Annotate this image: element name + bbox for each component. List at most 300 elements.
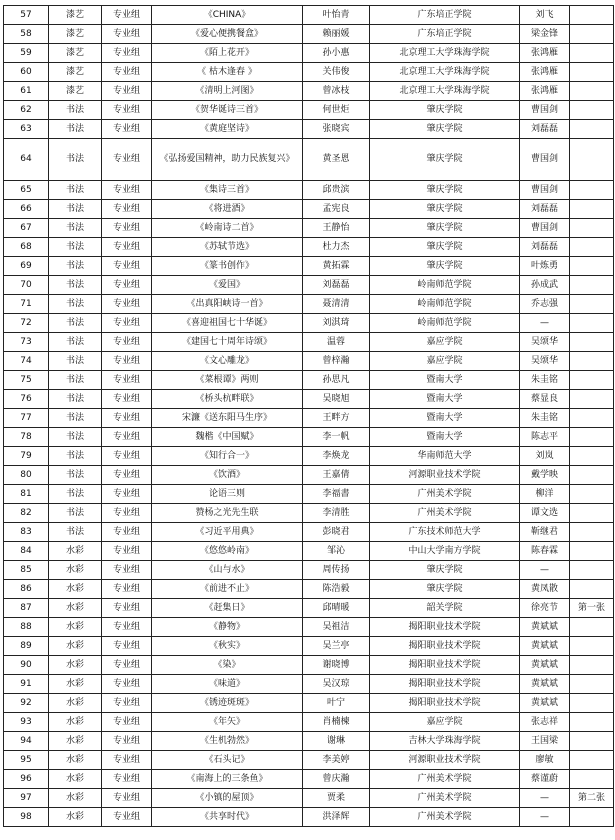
author-cell: 吴晓旭 <box>303 390 370 409</box>
author-cell: 孙小惠 <box>303 44 370 63</box>
school-cell: 肇庆学院 <box>370 139 520 181</box>
table-row <box>4 219 614 238</box>
author-cell: 关伟俊 <box>303 63 370 82</box>
author-cell: 杜力杰 <box>303 238 370 257</box>
instructor-cell: 张鸿雁 <box>520 44 570 63</box>
note-cell <box>570 219 614 238</box>
instructor-cell: 张鸿雁 <box>520 63 570 82</box>
author-cell: 刘淇琦 <box>303 314 370 333</box>
note-cell <box>570 466 614 485</box>
table-row <box>4 101 614 120</box>
school-cell: 岭南师范学院 <box>370 295 520 314</box>
work-title-cell: 《将进酒》 <box>152 200 303 219</box>
work-title-cell: 《石头记》 <box>152 751 303 770</box>
category-cell: 书法 <box>49 101 102 120</box>
category-cell: 水彩 <box>49 618 102 637</box>
row-number-cell: 68 <box>4 238 49 257</box>
row-number-cell: 89 <box>4 637 49 656</box>
work-title-cell: 《爱国》 <box>152 276 303 295</box>
work-title-cell: 《黄庭坚诗》 <box>152 120 303 139</box>
author-cell: 李清胜 <box>303 504 370 523</box>
category-cell: 水彩 <box>49 599 102 618</box>
note-cell <box>570 390 614 409</box>
work-title-cell: 《出真阳峡诗一首》 <box>152 295 303 314</box>
category-cell: 书法 <box>49 371 102 390</box>
note-cell <box>570 200 614 219</box>
row-number-cell: 66 <box>4 200 49 219</box>
group-cell: 专业组 <box>102 295 152 314</box>
group-cell: 专业组 <box>102 694 152 713</box>
work-title-cell: 《生机勃然》 <box>152 732 303 751</box>
group-cell: 专业组 <box>102 637 152 656</box>
category-cell: 书法 <box>49 390 102 409</box>
note-cell: 第一张 <box>570 599 614 618</box>
group-cell: 专业组 <box>102 504 152 523</box>
instructor-cell: 曹国剑 <box>520 101 570 120</box>
author-cell: 叶怡青 <box>303 6 370 25</box>
instructor-cell: 朱圭铭 <box>520 409 570 428</box>
row-number-cell: 91 <box>4 675 49 694</box>
instructor-cell: 黄斌斌 <box>520 675 570 694</box>
school-cell: 广东培正学院 <box>370 25 520 44</box>
category-cell: 漆艺 <box>49 82 102 101</box>
author-cell: 王静怡 <box>303 219 370 238</box>
note-cell <box>570 694 614 713</box>
category-cell: 水彩 <box>49 542 102 561</box>
work-title-cell: 《集诗三首》 <box>152 181 303 200</box>
row-number-cell: 63 <box>4 120 49 139</box>
author-cell: 孙思凡 <box>303 371 370 390</box>
note-cell <box>570 44 614 63</box>
table-row <box>4 770 614 789</box>
row-number-cell: 67 <box>4 219 49 238</box>
instructor-cell: 王国梁 <box>520 732 570 751</box>
category-cell: 书法 <box>49 139 102 181</box>
row-number-cell: 81 <box>4 485 49 504</box>
author-cell: 聂清清 <box>303 295 370 314</box>
note-cell <box>570 561 614 580</box>
instructor-cell: — <box>520 789 570 808</box>
category-cell: 书法 <box>49 276 102 295</box>
note-cell <box>570 428 614 447</box>
table-row <box>4 561 614 580</box>
author-cell: 吴汉琼 <box>303 675 370 694</box>
author-cell: 王嘉倩 <box>303 466 370 485</box>
group-cell: 专业组 <box>102 523 152 542</box>
author-cell: 曾冰枝 <box>303 82 370 101</box>
category-cell: 书法 <box>49 428 102 447</box>
row-number-cell: 64 <box>4 139 49 181</box>
note-cell: 第二张 <box>570 789 614 808</box>
row-number-cell: 96 <box>4 770 49 789</box>
work-title-cell: 《清明上河图》 <box>152 82 303 101</box>
author-cell: 李美婷 <box>303 751 370 770</box>
author-cell: 孟宪良 <box>303 200 370 219</box>
row-number-cell: 97 <box>4 789 49 808</box>
work-title-cell: 《苏轼节选》 <box>152 238 303 257</box>
group-cell: 专业组 <box>102 257 152 276</box>
row-number-cell: 87 <box>4 599 49 618</box>
category-cell: 水彩 <box>49 770 102 789</box>
author-cell: 陈浩毅 <box>303 580 370 599</box>
author-cell: 张晓宾 <box>303 120 370 139</box>
work-title-cell: 赞杨之光先生联 <box>152 504 303 523</box>
category-cell: 漆艺 <box>49 25 102 44</box>
instructor-cell: 曹国剑 <box>520 139 570 181</box>
note-cell <box>570 770 614 789</box>
work-title-cell: 《锈迹斑斑》 <box>152 694 303 713</box>
note-cell <box>570 6 614 25</box>
work-title-cell: 魏楷《中国赋》 <box>152 428 303 447</box>
school-cell: 暨南大学 <box>370 390 520 409</box>
author-cell: 曾梓瀚 <box>303 352 370 371</box>
group-cell: 专业组 <box>102 120 152 139</box>
group-cell: 专业组 <box>102 789 152 808</box>
work-title-cell: 《岭南诗二首》 <box>152 219 303 238</box>
row-number-cell: 80 <box>4 466 49 485</box>
school-cell: 肇庆学院 <box>370 561 520 580</box>
instructor-cell: 乔志强 <box>520 295 570 314</box>
school-cell: 广东培正学院 <box>370 6 520 25</box>
work-title-cell: 《菜根谭》两则 <box>152 371 303 390</box>
group-cell: 专业组 <box>102 713 152 732</box>
author-cell: 邱晴暖 <box>303 599 370 618</box>
category-cell: 书法 <box>49 200 102 219</box>
group-cell: 专业组 <box>102 238 152 257</box>
table-row <box>4 751 614 770</box>
row-number-cell: 70 <box>4 276 49 295</box>
work-title-cell: 《习近平用典》 <box>152 523 303 542</box>
author-cell: 何世炬 <box>303 101 370 120</box>
row-number-cell: 86 <box>4 580 49 599</box>
work-title-cell: 《静物》 <box>152 618 303 637</box>
table-row <box>4 82 614 101</box>
category-cell: 书法 <box>49 295 102 314</box>
category-cell: 书法 <box>49 504 102 523</box>
note-cell <box>570 238 614 257</box>
table-row <box>4 599 614 618</box>
note-cell <box>570 808 614 827</box>
group-cell: 专业组 <box>102 580 152 599</box>
work-title-cell: 《南海上的三条鱼》 <box>152 770 303 789</box>
school-cell: 北京理工大学珠海学院 <box>370 82 520 101</box>
table-row <box>4 352 614 371</box>
school-cell: 肇庆学院 <box>370 181 520 200</box>
category-cell: 书法 <box>49 485 102 504</box>
group-cell: 专业组 <box>102 6 152 25</box>
instructor-cell: 刘磊磊 <box>520 120 570 139</box>
school-cell: 河源职业技术学院 <box>370 751 520 770</box>
school-cell: 揭阳职业技术学院 <box>370 675 520 694</box>
group-cell: 专业组 <box>102 181 152 200</box>
group-cell: 专业组 <box>102 447 152 466</box>
school-cell: 华南师范大学 <box>370 447 520 466</box>
row-number-cell: 65 <box>4 181 49 200</box>
group-cell: 专业组 <box>102 599 152 618</box>
note-cell <box>570 409 614 428</box>
row-number-cell: 61 <box>4 82 49 101</box>
work-title-cell: 《桥头杭畔联》 <box>152 390 303 409</box>
table-row <box>4 580 614 599</box>
table-row <box>4 371 614 390</box>
group-cell: 专业组 <box>102 732 152 751</box>
table-row <box>4 181 614 200</box>
instructor-cell: 刘磊磊 <box>520 238 570 257</box>
note-cell <box>570 371 614 390</box>
work-title-cell: 《山与水》 <box>152 561 303 580</box>
category-cell: 水彩 <box>49 713 102 732</box>
work-title-cell: 《贺华诞诗三首》 <box>152 101 303 120</box>
author-cell: 李一帆 <box>303 428 370 447</box>
work-title-cell: 《弘扬爱国精神，助力民族复兴》 <box>152 139 303 181</box>
row-number-cell: 85 <box>4 561 49 580</box>
work-title-cell: 《染》 <box>152 656 303 675</box>
category-cell: 书法 <box>49 181 102 200</box>
work-title-cell: 《赶集日》 <box>152 599 303 618</box>
category-cell: 水彩 <box>49 789 102 808</box>
row-number-cell: 88 <box>4 618 49 637</box>
category-cell: 书法 <box>49 219 102 238</box>
row-number-cell: 93 <box>4 713 49 732</box>
category-cell: 书法 <box>49 333 102 352</box>
category-cell: 漆艺 <box>49 63 102 82</box>
category-cell: 书法 <box>49 352 102 371</box>
instructor-cell: 刘磊磊 <box>520 200 570 219</box>
work-title-cell: 《爱心便携餐盒》 <box>152 25 303 44</box>
author-cell: 吴兰亭 <box>303 637 370 656</box>
school-cell: 广州美术学院 <box>370 485 520 504</box>
category-cell: 水彩 <box>49 580 102 599</box>
category-cell: 书法 <box>49 447 102 466</box>
work-title-cell: 《CHINA》 <box>152 6 303 25</box>
work-title-cell: 《陌上花开》 <box>152 44 303 63</box>
author-cell: 邱贵滨 <box>303 181 370 200</box>
school-cell: 揭阳职业技术学院 <box>370 618 520 637</box>
note-cell <box>570 63 614 82</box>
author-cell: 王畔方 <box>303 409 370 428</box>
note-cell <box>570 580 614 599</box>
author-cell: 彭晓君 <box>303 523 370 542</box>
row-number-cell: 82 <box>4 504 49 523</box>
row-number-cell: 79 <box>4 447 49 466</box>
table-row <box>4 390 614 409</box>
instructor-cell: 曹国剑 <box>520 181 570 200</box>
note-cell <box>570 485 614 504</box>
row-number-cell: 95 <box>4 751 49 770</box>
school-cell: 揭阳职业技术学院 <box>370 637 520 656</box>
instructor-cell: 黄斌斌 <box>520 637 570 656</box>
category-cell: 书法 <box>49 238 102 257</box>
work-title-cell: 《建国七十周年诗颂》 <box>152 333 303 352</box>
group-cell: 专业组 <box>102 314 152 333</box>
group-cell: 专业组 <box>102 428 152 447</box>
school-cell: 吉林大学珠海学院 <box>370 732 520 751</box>
author-cell: 温蓉 <box>303 333 370 352</box>
author-cell: 曾庆瀚 <box>303 770 370 789</box>
work-title-cell: 《味道》 <box>152 675 303 694</box>
instructor-cell: 蔡谨蔚 <box>520 770 570 789</box>
note-cell <box>570 751 614 770</box>
work-title-cell: 论语三则 <box>152 485 303 504</box>
school-cell: 北京理工大学珠海学院 <box>370 63 520 82</box>
category-cell: 水彩 <box>49 808 102 827</box>
row-number-cell: 90 <box>4 656 49 675</box>
category-cell: 水彩 <box>49 561 102 580</box>
work-title-cell: 《篆书创作》 <box>152 257 303 276</box>
work-title-cell: 《喜迎祖国七十华诞》 <box>152 314 303 333</box>
instructor-cell: 梁金锋 <box>520 25 570 44</box>
table-row <box>4 694 614 713</box>
instructor-cell: 吴颂华 <box>520 352 570 371</box>
instructor-cell: 黄斌斌 <box>520 694 570 713</box>
row-number-cell: 73 <box>4 333 49 352</box>
work-title-cell: 《前进不止》 <box>152 580 303 599</box>
group-cell: 专业组 <box>102 485 152 504</box>
row-number-cell: 72 <box>4 314 49 333</box>
work-title-cell: 《文心雕龙》 <box>152 352 303 371</box>
author-cell: 周传扬 <box>303 561 370 580</box>
school-cell: 揭阳职业技术学院 <box>370 694 520 713</box>
school-cell: 肇庆学院 <box>370 219 520 238</box>
work-title-cell: 《秋实》 <box>152 637 303 656</box>
group-cell: 专业组 <box>102 101 152 120</box>
table-row <box>4 200 614 219</box>
awards-table <box>3 5 614 827</box>
group-cell: 专业组 <box>102 618 152 637</box>
school-cell: 暨南大学 <box>370 428 520 447</box>
work-title-cell: 《共享时代》 <box>152 808 303 827</box>
table-body <box>4 6 614 827</box>
table-row <box>4 485 614 504</box>
author-cell: 黄拓霖 <box>303 257 370 276</box>
table-row <box>4 120 614 139</box>
category-cell: 水彩 <box>49 637 102 656</box>
instructor-cell: 吴颂华 <box>520 333 570 352</box>
row-number-cell: 69 <box>4 257 49 276</box>
row-number-cell: 62 <box>4 101 49 120</box>
instructor-cell: 朱圭铭 <box>520 371 570 390</box>
group-cell: 专业组 <box>102 808 152 827</box>
row-number-cell: 83 <box>4 523 49 542</box>
note-cell <box>570 447 614 466</box>
school-cell: 广州美术学院 <box>370 504 520 523</box>
instructor-cell: 张鸿雁 <box>520 82 570 101</box>
row-number-cell: 58 <box>4 25 49 44</box>
instructor-cell: — <box>520 314 570 333</box>
note-cell <box>570 637 614 656</box>
instructor-cell: 廖敏 <box>520 751 570 770</box>
note-cell <box>570 732 614 751</box>
note-cell <box>570 82 614 101</box>
school-cell: 肇庆学院 <box>370 120 520 139</box>
table-row <box>4 409 614 428</box>
author-cell: 肖楠楝 <box>303 713 370 732</box>
row-number-cell: 92 <box>4 694 49 713</box>
row-number-cell: 84 <box>4 542 49 561</box>
school-cell: 揭阳职业技术学院 <box>370 656 520 675</box>
row-number-cell: 59 <box>4 44 49 63</box>
group-cell: 专业组 <box>102 390 152 409</box>
note-cell <box>570 101 614 120</box>
author-cell: 李福書 <box>303 485 370 504</box>
instructor-cell: 张志祥 <box>520 713 570 732</box>
group-cell: 专业组 <box>102 200 152 219</box>
school-cell: 韶关学院 <box>370 599 520 618</box>
school-cell: 嘉应学院 <box>370 352 520 371</box>
category-cell: 书法 <box>49 120 102 139</box>
school-cell: 中山大学南方学院 <box>370 542 520 561</box>
instructor-cell: 谭文选 <box>520 504 570 523</box>
school-cell: 岭南师范学院 <box>370 276 520 295</box>
note-cell <box>570 257 614 276</box>
group-cell: 专业组 <box>102 139 152 181</box>
note-cell <box>570 295 614 314</box>
instructor-cell: 叶炼勇 <box>520 257 570 276</box>
school-cell: 嘉应学院 <box>370 333 520 352</box>
table-row <box>4 789 614 808</box>
row-number-cell: 60 <box>4 63 49 82</box>
group-cell: 专业组 <box>102 561 152 580</box>
group-cell: 专业组 <box>102 333 152 352</box>
note-cell <box>570 675 614 694</box>
note-cell <box>570 542 614 561</box>
instructor-cell: 徐亮节 <box>520 599 570 618</box>
row-number-cell: 94 <box>4 732 49 751</box>
note-cell <box>570 333 614 352</box>
group-cell: 专业组 <box>102 276 152 295</box>
school-cell: 广州美术学院 <box>370 789 520 808</box>
table-row <box>4 732 614 751</box>
instructor-cell: 黄斌斌 <box>520 618 570 637</box>
school-cell: 肇庆学院 <box>370 200 520 219</box>
group-cell: 专业组 <box>102 542 152 561</box>
table-row <box>4 637 614 656</box>
instructor-cell: 蔡显良 <box>520 390 570 409</box>
category-cell: 水彩 <box>49 732 102 751</box>
category-cell: 水彩 <box>49 675 102 694</box>
row-number-cell: 75 <box>4 371 49 390</box>
group-cell: 专业组 <box>102 770 152 789</box>
table-row <box>4 447 614 466</box>
table-row <box>4 276 614 295</box>
work-title-cell: 《知行合一》 <box>152 447 303 466</box>
work-title-cell: 《 枯木逢春 》 <box>152 63 303 82</box>
author-cell: 李焕龙 <box>303 447 370 466</box>
category-cell: 书法 <box>49 257 102 276</box>
note-cell <box>570 618 614 637</box>
table-row <box>4 808 614 827</box>
category-cell: 水彩 <box>49 751 102 770</box>
category-cell: 水彩 <box>49 656 102 675</box>
school-cell: 广东技术师范大学 <box>370 523 520 542</box>
instructor-cell: 靳继君 <box>520 523 570 542</box>
table-row <box>4 618 614 637</box>
table-row <box>4 333 614 352</box>
row-number-cell: 71 <box>4 295 49 314</box>
row-number-cell: 57 <box>4 6 49 25</box>
note-cell <box>570 314 614 333</box>
row-number-cell: 76 <box>4 390 49 409</box>
group-cell: 专业组 <box>102 352 152 371</box>
school-cell: 嘉应学院 <box>370 713 520 732</box>
note-cell <box>570 504 614 523</box>
table-row <box>4 523 614 542</box>
instructor-cell: 陈春霖 <box>520 542 570 561</box>
instructor-cell: 曹国剑 <box>520 219 570 238</box>
note-cell <box>570 713 614 732</box>
school-cell: 岭南师范学院 <box>370 314 520 333</box>
table-row <box>4 295 614 314</box>
